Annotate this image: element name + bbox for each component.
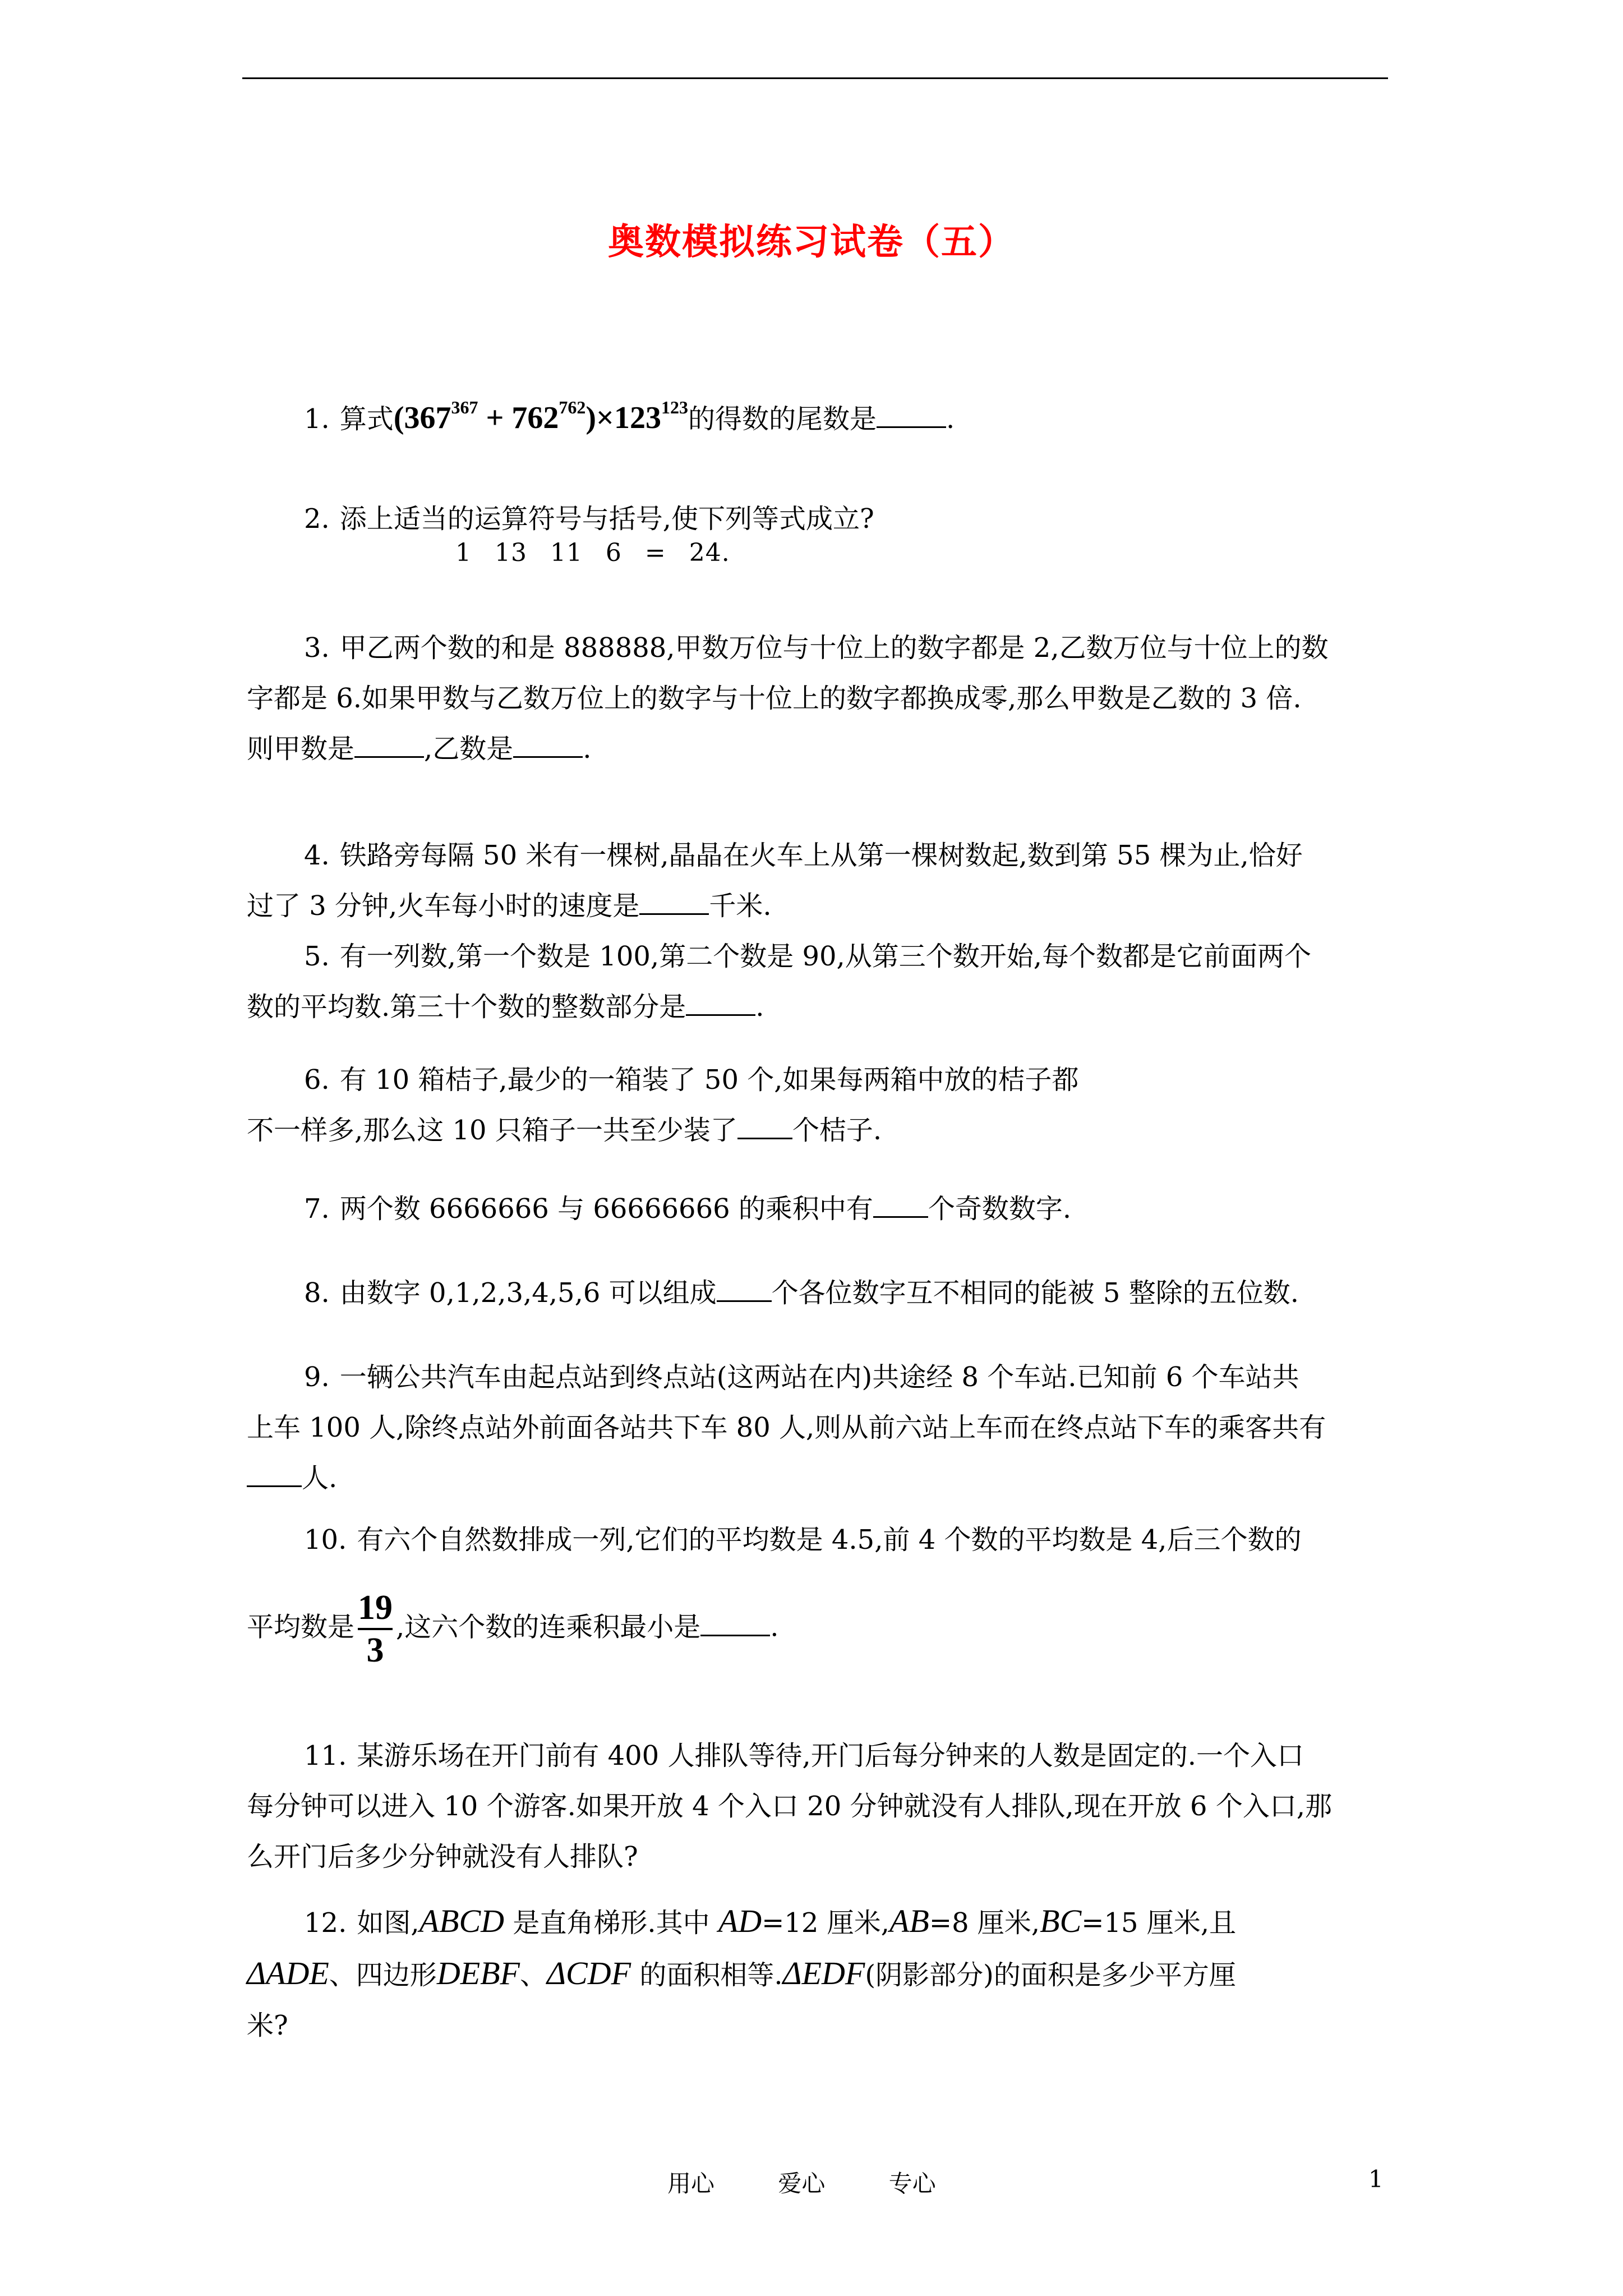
question-text: 有一列数,第一个数是 100,第二个数是 90,从第三个数开始,每个数都是它前面两个 — [339, 941, 1312, 972]
question-text: =8 厘米, — [929, 1907, 1040, 1939]
question-text: 么开门后多少分钟就没有人排队? — [247, 1841, 638, 1872]
base: 762 — [511, 401, 559, 435]
answer-blank — [717, 1283, 772, 1302]
question-number: 7. — [304, 1193, 330, 1225]
question-text: 甲乙两个数的和是 888888,甲数万位与十位上的数字都是 2,乙数万位与十位上的数 — [339, 632, 1329, 664]
answer-blank — [354, 739, 424, 758]
answer-blank — [247, 1469, 302, 1487]
question-7 — [247, 1184, 1385, 1234]
base: 123 — [614, 401, 661, 435]
page-footer — [0, 2165, 1623, 2199]
question-text: ,这六个数的连乘积最小是 — [396, 1611, 701, 1643]
base: 367 — [404, 401, 451, 435]
question-text: 个各位数字互不相同的能被 5 整除的五位数. — [771, 1277, 1299, 1309]
page-number: 1 — [1368, 2165, 1384, 2193]
question-text: 有六个自然数排成一列,它们的平均数是 4.5,前 4 个数的平均数是 4,后三个数的 — [357, 1524, 1302, 1556]
question-text: 、四边形 — [329, 1959, 437, 1991]
equation: 1 13 11 6 = 24. — [455, 539, 730, 567]
math-symbol: DEBF — [436, 1955, 520, 1991]
question-12 — [247, 1896, 1385, 2051]
question-text: 的面积相等. — [639, 1959, 783, 1991]
question-number: 8. — [304, 1277, 330, 1309]
question-text: 一辆公共汽车由起点站到终点站(这两站在内)共途经 8 个车站.已知前 6 个车站共 — [339, 1361, 1299, 1393]
question-number: 4. — [304, 840, 330, 871]
punctuation: . — [946, 403, 955, 435]
answer-blank — [700, 1618, 770, 1636]
paren: ) — [585, 401, 597, 435]
question-1 — [247, 393, 1385, 444]
question-text: 是直角梯形.其中 — [513, 1907, 710, 1939]
question-text: 铁路旁每隔 50 米有一棵树,晶晶在火车上从第一棵树数起,数到第 55 棵为止,恰好 — [339, 840, 1303, 871]
question-text: 千米. — [709, 890, 772, 922]
question-number: 6. — [304, 1064, 330, 1096]
fraction-numerator: 19 — [358, 1589, 393, 1627]
fraction-denominator: 3 — [366, 1631, 384, 1669]
question-9 — [247, 1352, 1385, 1503]
question-text: 人. — [302, 1462, 338, 1494]
question-text: 添上适当的运算符号与括号,使下列等式成立? — [339, 503, 874, 535]
operator: + — [486, 401, 504, 435]
question-number: 9. — [304, 1361, 330, 1393]
question-5 — [247, 931, 1385, 1032]
answer-blank — [877, 409, 946, 428]
punctuation: . — [583, 733, 592, 765]
question-3 — [247, 623, 1385, 774]
question-number: 12. — [304, 1907, 347, 1939]
header-rule — [242, 77, 1388, 79]
exponent: 762 — [559, 397, 586, 417]
question-text: =12 厘米, — [762, 1907, 889, 1939]
question-text: 字都是 6.如果甲数与乙数万位上的数字与十位上的数字都换成零,那么甲数是乙数的 3 倍. — [247, 683, 1302, 714]
math-symbol: ΔCDF — [547, 1955, 631, 1991]
math-symbol: AB — [889, 1903, 929, 1939]
question-text: 则甲数是 — [247, 733, 355, 765]
exponent: 123 — [661, 397, 688, 417]
fraction — [358, 1588, 393, 1671]
question-text: 米? — [247, 2010, 288, 2041]
question-text: 两个数 6666666 与 66666666 的乘积中有 — [339, 1193, 873, 1225]
exponent: 367 — [451, 397, 478, 417]
question-text: ,乙数是 — [424, 733, 514, 765]
question-text: 由数字 0,1,2,3,4,5,6 可以组成 — [339, 1277, 717, 1309]
question-number: 10. — [304, 1524, 347, 1556]
question-text: 过了 3 分钟,火车每小时的速度是 — [247, 890, 640, 922]
question-text: 上车 100 人,除终点站外前面各站共下车 80 人,则从前六站上车而在终点站下车的乘客共有 — [247, 1412, 1326, 1443]
footer-motto: 用心 爱心 专心 — [667, 2170, 936, 2197]
answer-blank — [639, 896, 709, 915]
question-text: =15 厘米,且 — [1081, 1907, 1237, 1939]
math-symbol: ΔEDF — [782, 1955, 865, 1991]
question-text: 不一样多,那么这 10 只箱子一共至少装了 — [247, 1115, 737, 1146]
question-8 — [247, 1268, 1385, 1318]
question-text: 如图, — [357, 1907, 419, 1939]
math-symbol: ΔADE — [247, 1955, 329, 1991]
question-6 — [247, 1055, 1385, 1156]
question-text: 个桔子. — [792, 1115, 882, 1146]
question-11 — [247, 1731, 1385, 1882]
question-text: 的得数的尾数是 — [688, 403, 877, 435]
question-text: 个奇数数字. — [928, 1193, 1072, 1225]
punctuation: . — [755, 991, 764, 1023]
answer-blank — [686, 997, 755, 1016]
answer-blank — [513, 739, 583, 758]
question-text: 某游乐场在开门前有 400 人排队等待,开门后每分钟来的人数是固定的.一个入口 — [357, 1740, 1304, 1772]
question-2 — [247, 494, 1385, 544]
question-number: 3. — [304, 632, 330, 664]
math-symbol: AD — [718, 1903, 762, 1939]
question-text: 有 10 箱桔子,最少的一箱装了 50 个,如果每两箱中放的桔子都 — [339, 1064, 1079, 1096]
math-symbol: ABCD — [419, 1903, 505, 1939]
question-text: 、 — [519, 1959, 547, 1991]
question-4 — [247, 830, 1385, 931]
question-text: (阴影部分)的面积是多少平方厘 — [865, 1959, 1236, 1991]
question-number: 2. — [304, 503, 330, 535]
question-number: 11. — [304, 1740, 347, 1772]
paren: ( — [393, 401, 404, 435]
question-text: 平均数是 — [247, 1611, 355, 1643]
math-symbol: BC — [1040, 1903, 1082, 1939]
answer-blank — [873, 1199, 928, 1218]
answer-blank — [737, 1121, 792, 1139]
question-text: 数的平均数.第三十个数的整数部分是 — [247, 991, 686, 1023]
page-title: 奥数模拟练习试卷（五） — [608, 221, 1015, 263]
question-text: 每分钟可以进入 10 个游客.如果开放 4 个入口 20 分钟就没有人排队,现在开放 6 个入口,那 — [247, 1791, 1332, 1822]
operator: × — [596, 401, 614, 435]
question-number: 5. — [304, 941, 330, 972]
question-10 — [247, 1515, 1385, 1671]
question-text: 算式 — [339, 403, 394, 435]
math-expression — [393, 397, 688, 435]
punctuation: . — [770, 1611, 779, 1643]
question-number: 1. — [304, 403, 330, 435]
